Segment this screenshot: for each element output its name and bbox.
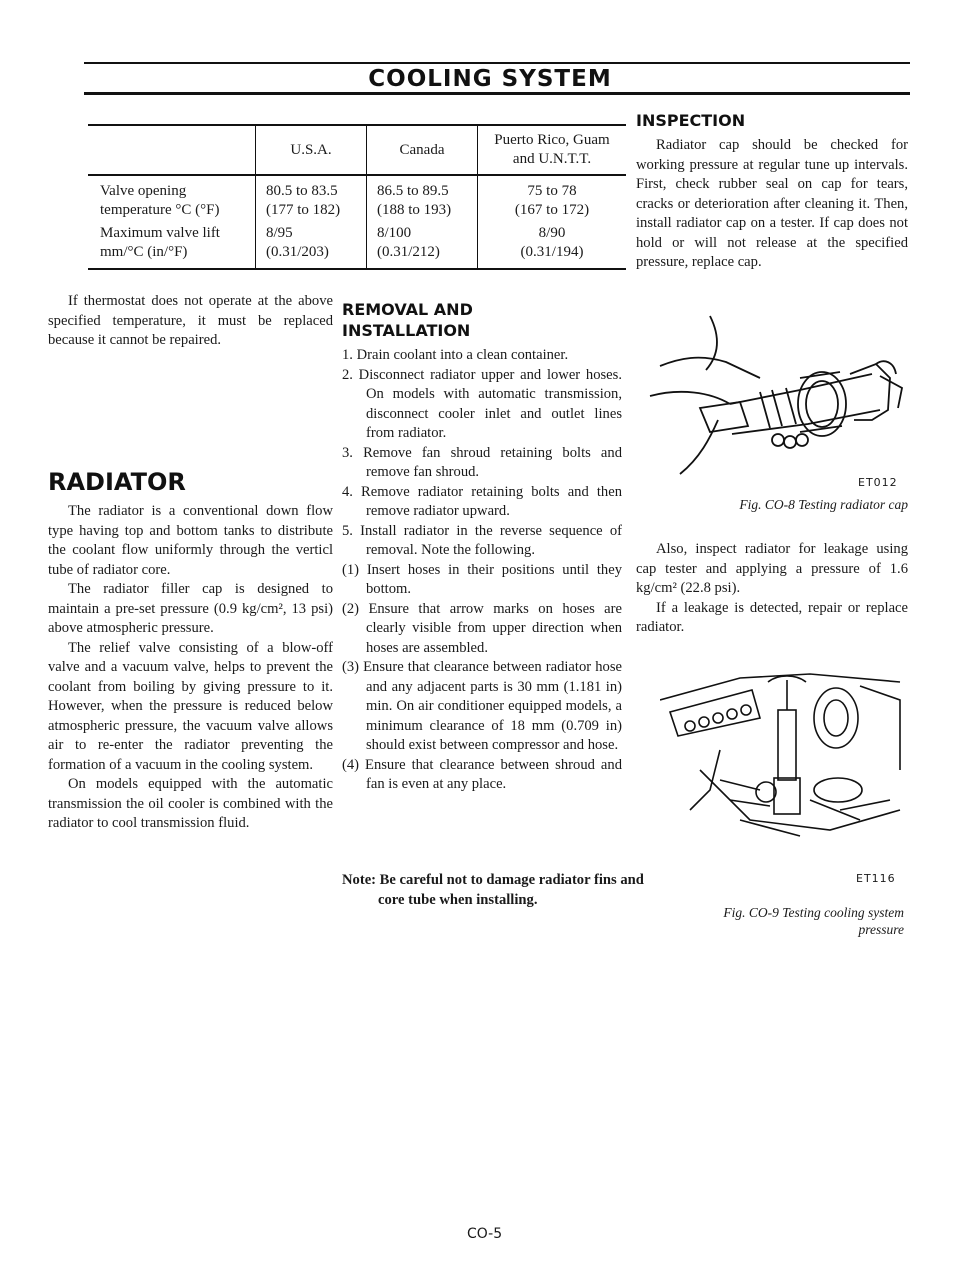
fig1-id: ET012 [858,476,898,489]
cooling-system-pressure-illustration [660,660,910,850]
row-label: mm/°C (in/°F) [100,244,188,260]
cell-value: (188 to 193) [377,202,452,218]
inspection-body [636,136,908,273]
radiator-para-2: The radiator filler cap is designed to maintain a pre-set pressure (0.9 kg/cm², 13 psi) above atmospheric pressure. [48,581,333,636]
radiator-heading: RADIATOR [48,468,186,496]
removal-steps [342,346,622,795]
radiator-cap-tester-illustration [640,308,910,478]
step-item: (2) Ensure that arrow marks on hoses are clearly visible from upper direction when hoses are assembled. [342,600,622,656]
step-item: (3) Ensure that clearance between radiator hose and any adjacent parts is 30 mm (1.181 in) min. On air conditioner equipped models, a minimum clearance of 18 mm (0.709 in) should exist between compressor and hose. [342,659,622,753]
cell-value: (0.31/194) [520,244,584,260]
step-item: 4. Remove radiator retaining bolts and then remove radiator upward. [342,483,622,519]
leakage-para-1: Also, inspect radiator for leakage using cap tester and applying a pressure of 1.6 kg/cm² (22.8 psi). [636,541,908,596]
cell-value: 8/90 [538,225,566,241]
table-header-row [88,126,626,175]
page-number: CO-5 [467,1226,503,1242]
page-title: COOLING SYSTEM [368,66,612,92]
inspection-para: Radiator cap should be checked for working pressure at regular tune up intervals. First, check rubber seal on cap for tears, cracks or deterioration after cleaning it. Then, install radiator cap on a tester. If cap does not hold or will not release at the specified pressure, replace cap. [636,137,908,270]
installation-note: Note: Be careful not to damage radiator fins and core tube when installing. [342,872,644,908]
inspection-heading: INSPECTION [636,111,746,130]
header-rule-bottom [84,92,910,95]
radiator-para-4: On models equipped with the automatic transmission the oil cooler is combined with the radiator to cool transmission fluid. [48,776,333,831]
fig2-caption [636,904,904,938]
row-label: Maximum valve lift [100,225,220,241]
leakage-body [636,540,908,638]
fig2-id: ET116 [856,872,896,885]
cell-value: (0.31/212) [377,244,440,260]
cell-value: (0.31/203) [266,244,329,260]
removal-heading-line-2: INSTALLATION [342,321,471,340]
table-row [88,175,626,224]
thermostat-spec-table [88,126,626,270]
cell-value: (177 to 182) [266,202,341,218]
row-label: temperature °C (°F) [100,202,220,218]
cell-value: 8/95 [266,225,293,241]
fig2-caption-line-1: Fig. CO-9 Testing cooling system [723,905,904,920]
table-header-canada: Canada [367,126,478,175]
radiator-para-1: The radiator is a conventional down flow type having top and bottom tanks to distribute the coolant flow uniformly through the verticl tube of radiator core. [48,503,333,578]
cell-value: 80.5 to 83.5 [266,183,338,199]
step-item: 3. Remove fan shroud retaining bolts and remove fan shroud. [342,444,622,480]
cell-value: 86.5 to 89.5 [377,183,449,199]
table-header-puerto-rico: Puerto Rico, Guam and U.N.T.T. [478,126,627,175]
row-label: Valve opening [100,183,187,199]
step-item: 5. Install radiator in the reverse sequence of removal. Note the following. [342,522,622,558]
table-header-usa: U.S.A. [256,126,367,175]
radiator-para-3: The relief valve consisting of a blow-off valve and a vacuum valve, helps to prevent the coolant from boiling by giving pressure to it. However, when the pressure is reduced below atmospheric pressure, the vacuum valve allows air to re-enter the radiator preventing the formation of a vacuum in the cooling system. [48,639,333,773]
step-item: (4) Ensure that clearance between shroud and fan is even at any place. [342,756,622,792]
thermostat-note-text: If thermostat does not operate at the above specified temperature, it must be replaced because it cannot be repaired. [48,293,333,348]
header-rule-top [84,62,910,64]
cell-value: 75 to 78 [527,183,577,199]
thermostat-note [48,292,333,351]
table-header-blank [88,126,256,175]
removal-heading-line-1: REMOVAL AND [342,300,473,319]
radiator-body [48,502,333,834]
leakage-para-2: If a leakage is detected, repair or replace radiator. [636,599,908,635]
fig2-caption-line-2: pressure [858,922,904,937]
step-item: 1. Drain coolant into a clean container. [342,347,569,363]
step-item: (1) Insert hoses in their positions until they bottom. [342,561,622,597]
fig1-caption: Fig. CO-8 Testing radiator cap [739,497,908,512]
cell-value: (167 to 172) [514,202,590,218]
removal-heading [342,299,473,341]
cell-value: 8/100 [377,225,412,241]
table-row [88,224,626,269]
step-item: 2. Disconnect radiator upper and lower hoses. On models with automatic transmission, disconnect cooler inlet and outlet lines from radiator. [342,366,622,441]
